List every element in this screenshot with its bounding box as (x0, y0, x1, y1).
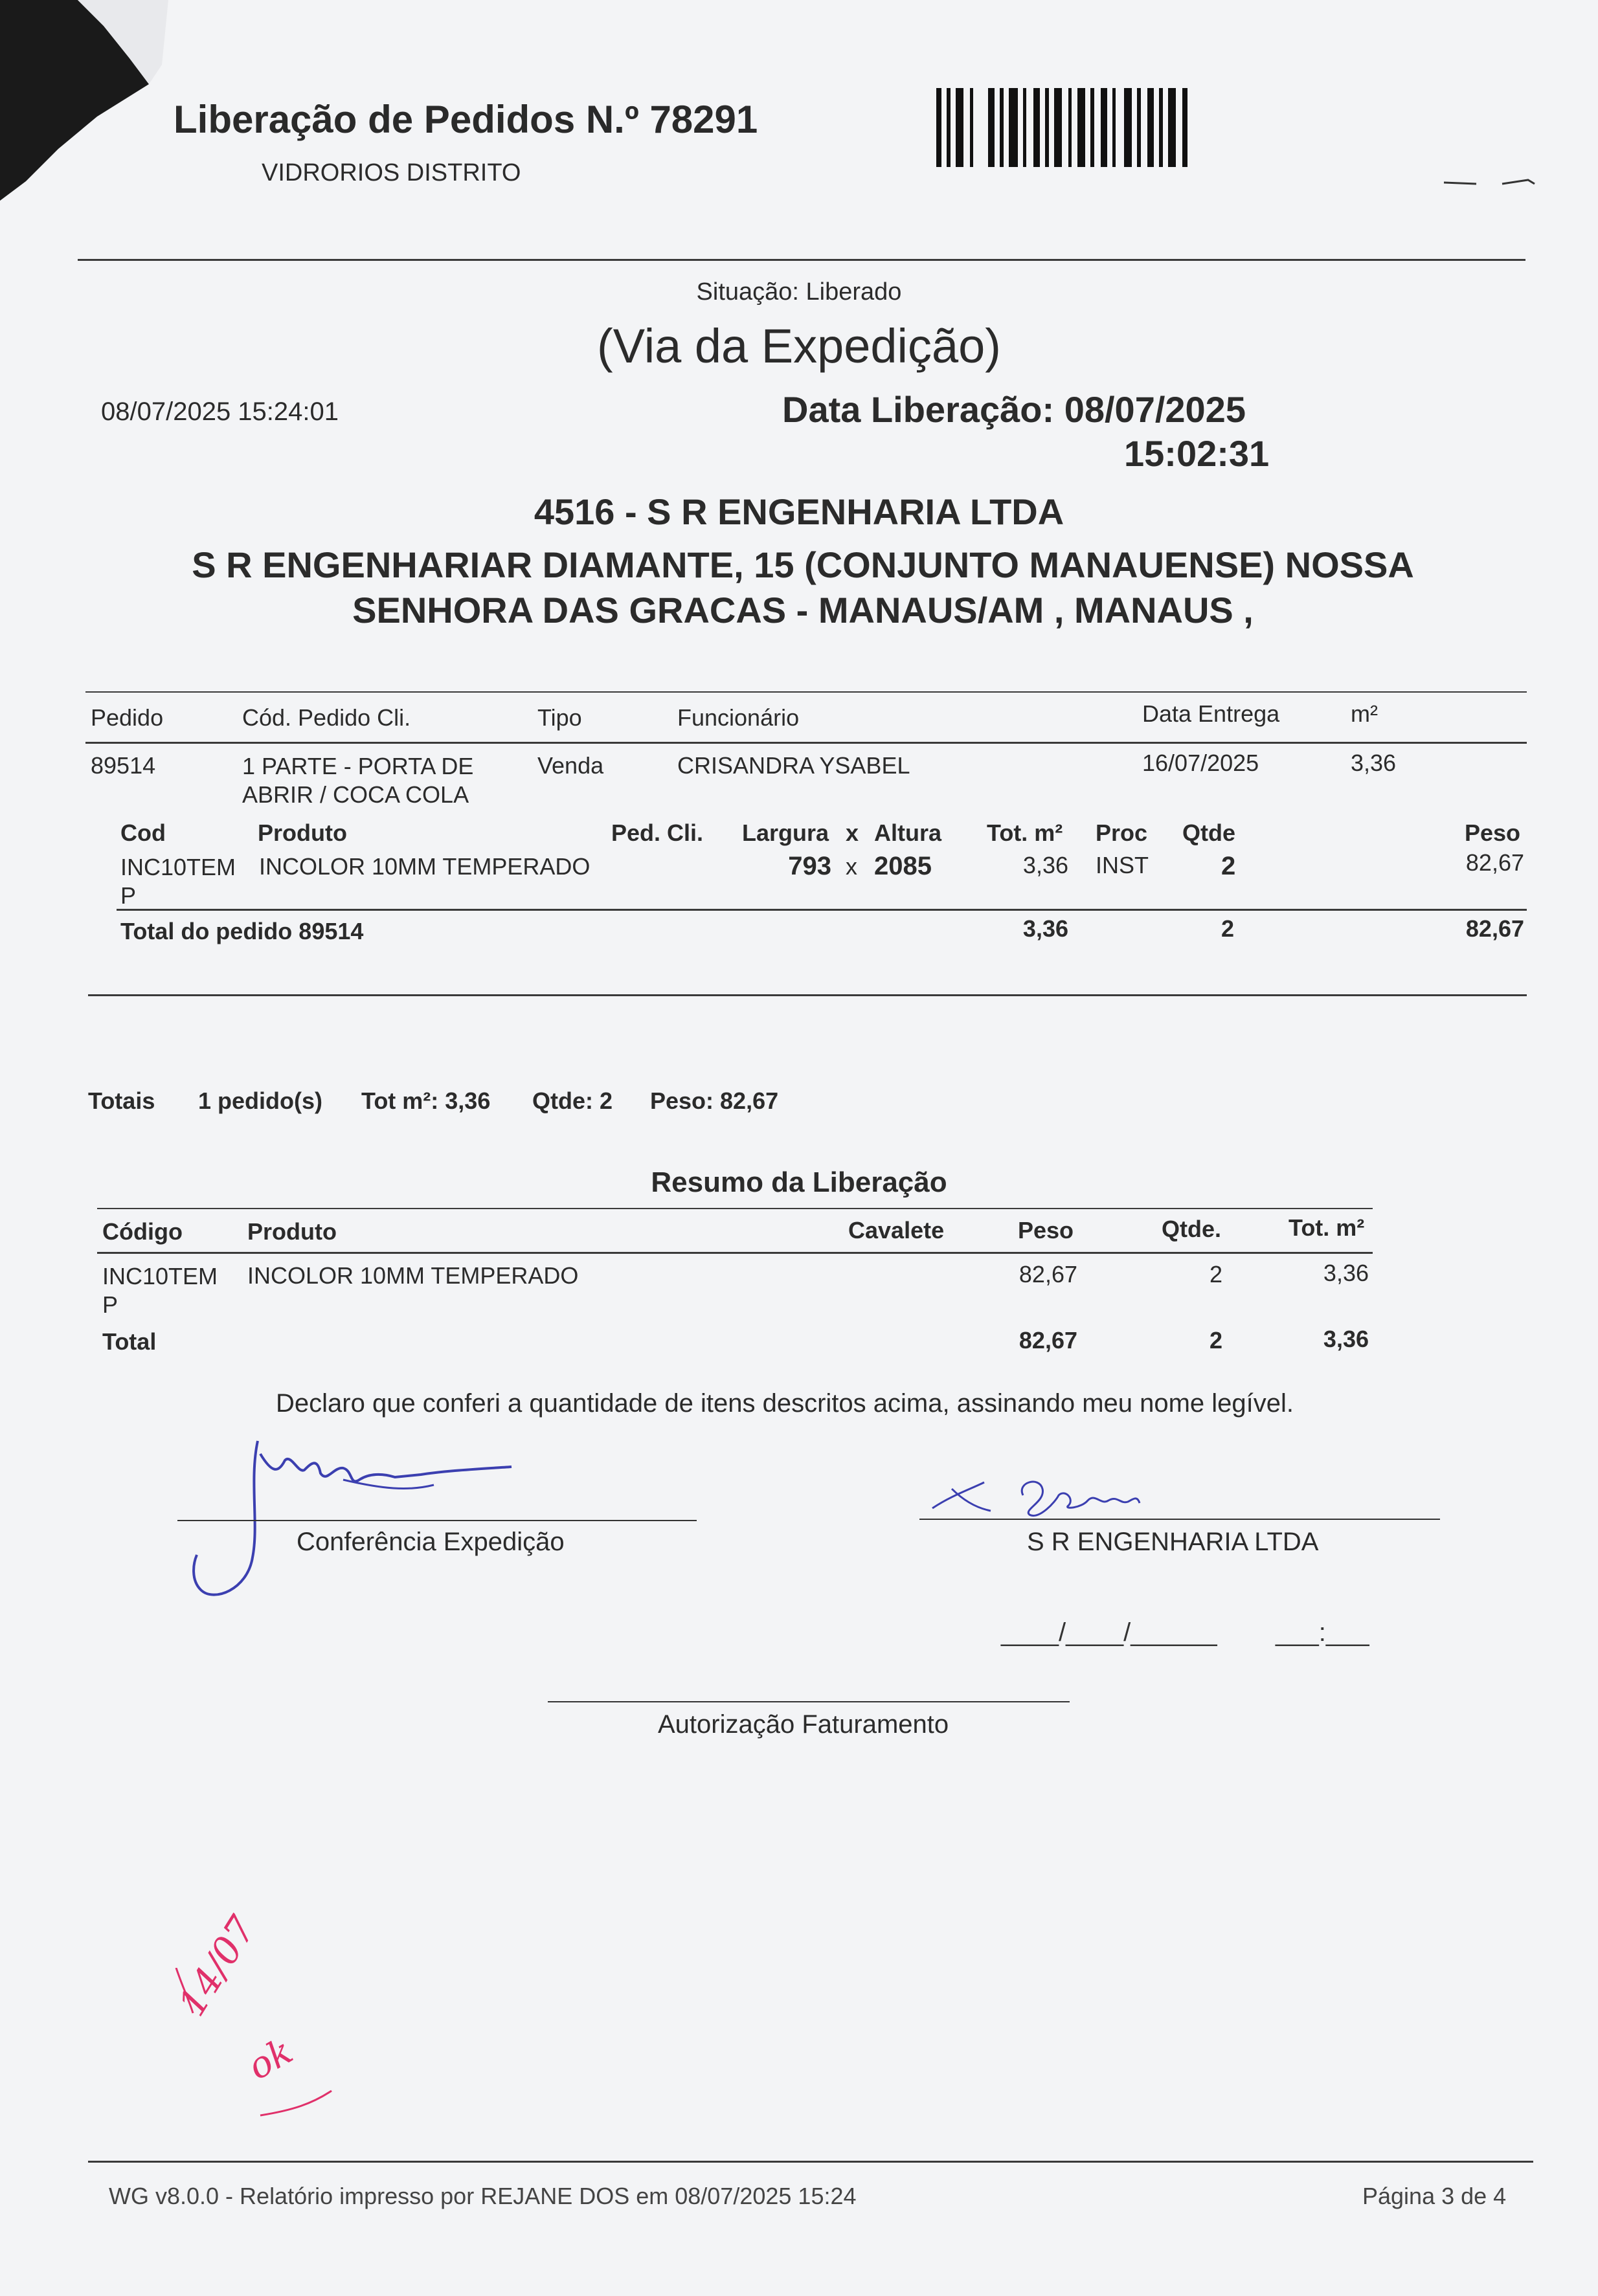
signature-label-client: S R ENGENHARIA LTDA (1027, 1528, 1319, 1556)
col-header-pedido: Pedido (91, 704, 164, 731)
summary-header-cavalete: Cavalete (848, 1217, 945, 1243)
order-cod-pedido-cli-line1: 1 PARTE - PORTA DE (242, 753, 474, 779)
via-label: (Via da Expedição) (597, 319, 1001, 373)
signature-label-autorizacao: Autorização Faturamento (658, 1710, 949, 1739)
order-cod-pedido-cli (242, 752, 473, 809)
barcode-icon (936, 88, 1193, 167)
client-name: 4516 - S R ENGENHARIA LTDA (534, 491, 1064, 532)
signature-expedicao (188, 1428, 550, 1616)
order-data-entrega: 16/07/2025 (1142, 750, 1259, 776)
order-total-tot-m2: 3,36 (1022, 915, 1068, 942)
client-address (91, 542, 1515, 633)
summary-codigo (102, 1262, 218, 1319)
item-altura: 2085 (874, 852, 932, 880)
order-cod-pedido-cli-line2: ABRIR / COCA COLA (242, 781, 469, 808)
totals-pedidos: 1 pedido(s) (198, 1087, 323, 1114)
totals-tot-m2: Tot m²: 3,36 (361, 1087, 491, 1114)
document-title: Liberação de Pedidos N.º 78291 (174, 98, 758, 141)
torn-corner-shadow (0, 0, 168, 207)
summary-tot-m2: 3,36 (1323, 1260, 1369, 1286)
summary-codigo-line1: INC10TEM (102, 1263, 218, 1289)
col-header-data-entrega: Data Entrega (1142, 700, 1280, 727)
footer-printed-by: WG v8.0.0 - Relatório impresso por REJANE DOS em 08/07/2025 15:24 (109, 2183, 857, 2209)
order-m2: 3,36 (1351, 750, 1397, 776)
order-funcionario: CRISANDRA YSABEL (677, 752, 910, 779)
client-address-line1: S R ENGENHARIAR DIAMANTE, 15 (CONJUNTO MANAUENSE) NOSSA (192, 544, 1414, 585)
handwritten-note-date: 14/07 (170, 1908, 265, 2024)
item-largura: 793 (788, 852, 831, 880)
item-qtde: 2 (1221, 852, 1236, 880)
data-liberacao-time: 15:02:31 (1124, 433, 1270, 474)
item-header-x: x (846, 819, 859, 846)
summary-produto: INCOLOR 10MM TEMPERADO (247, 1262, 579, 1289)
data-liberacao: Data Liberação: 08/07/2025 (782, 389, 1246, 430)
summary-header-rule (97, 1252, 1373, 1254)
item-header-peso: Peso (1465, 819, 1521, 846)
item-header-proc: Proc (1096, 819, 1148, 846)
summary-total-tot-m2: 3,36 (1323, 1326, 1369, 1352)
signature-line-autorizacao (548, 1701, 1070, 1702)
item-cod-line1: INC10TEM (120, 854, 236, 880)
store-name: VIDRORIOS DISTRITO (262, 159, 521, 186)
col-header-tipo: Tipo (537, 704, 582, 731)
declaration-text: Declaro que conferi a quantidade de itens descritos acima, assinando meu nome legível. (276, 1389, 1294, 1418)
printed-datetime: 08/07/2025 15:24:01 (101, 397, 339, 426)
handwritten-note (163, 1908, 344, 2123)
item-header-altura: Altura (874, 819, 942, 846)
item-x: x (846, 853, 857, 880)
item-peso: 82,67 (1465, 849, 1524, 876)
item-cod-line2: P (120, 882, 137, 909)
item-header-largura: Largura (742, 819, 829, 846)
summary-total-qtde: 2 (1210, 1327, 1223, 1354)
footer-page-number: Página 3 de 4 (1362, 2183, 1507, 2209)
summary-qtde: 2 (1210, 1261, 1223, 1287)
signature-line-client (919, 1519, 1440, 1520)
order-total-qtde: 2 (1221, 915, 1235, 942)
item-header-produto: Produto (258, 819, 347, 846)
item-produto: INCOLOR 10MM TEMPERADO (259, 853, 591, 880)
item-tot-m2: 3,36 (1022, 852, 1068, 878)
summary-codigo-line2: P (102, 1291, 118, 1318)
totals-qtde: Qtde: 2 (532, 1087, 613, 1114)
order-table-header-rule (85, 742, 1527, 744)
time-blank: ___:___ (1276, 1618, 1369, 1647)
summary-header-qtde: Qtde. (1162, 1216, 1222, 1242)
order-pedido: 89514 (91, 752, 156, 779)
footer-divider (88, 2161, 1533, 2163)
summary-header-codigo: Código (102, 1218, 183, 1245)
handwritten-note-ok: ok (241, 2030, 300, 2089)
summary-header-produto: Produto (247, 1218, 337, 1245)
header-divider (78, 259, 1525, 261)
order-total-peso: 82,67 (1465, 915, 1524, 942)
item-cod (120, 853, 236, 910)
totals-label: Totais (88, 1087, 155, 1114)
summary-title: Resumo da Liberação (651, 1166, 947, 1198)
col-header-cod-pedido-cli: Cód. Pedido Cli. (242, 704, 411, 731)
item-header-tot-m2: Tot. m² (987, 819, 1063, 846)
col-header-m2: m² (1351, 700, 1378, 727)
summary-total-label: Total (102, 1328, 157, 1355)
item-header-qtde: Qtde (1182, 819, 1236, 846)
item-header-ped-cli: Ped. Cli. (611, 819, 704, 846)
order-tipo: Venda (537, 752, 604, 779)
status-situacao: Situação: Liberado (696, 278, 902, 306)
summary-top-rule (97, 1208, 1373, 1209)
signature-label-expedicao: Conferência Expedição (297, 1528, 565, 1556)
item-total-rule (117, 909, 1527, 911)
summary-peso: 82,67 (1018, 1261, 1077, 1287)
order-table-bottom-rule (88, 994, 1527, 996)
signature-line-expedicao (177, 1520, 697, 1521)
order-table-top-rule (85, 691, 1527, 693)
pen-mark (1437, 175, 1541, 188)
client-address-line2: SENHORA DAS GRACAS - MANAUS/AM , MANAUS , (352, 590, 1254, 630)
item-proc: INST (1096, 852, 1149, 878)
date-blank: ____/____/______ (1001, 1618, 1217, 1647)
item-header-cod: Cod (120, 819, 166, 846)
summary-total-peso: 82,67 (1018, 1327, 1077, 1354)
order-total-label: Total do pedido 89514 (120, 918, 364, 944)
summary-header-tot-m2: Tot. m² (1289, 1214, 1365, 1241)
summary-header-peso: Peso (1018, 1217, 1074, 1243)
totals-peso: Peso: 82,67 (650, 1087, 779, 1114)
col-header-funcionario: Funcionário (677, 704, 800, 731)
